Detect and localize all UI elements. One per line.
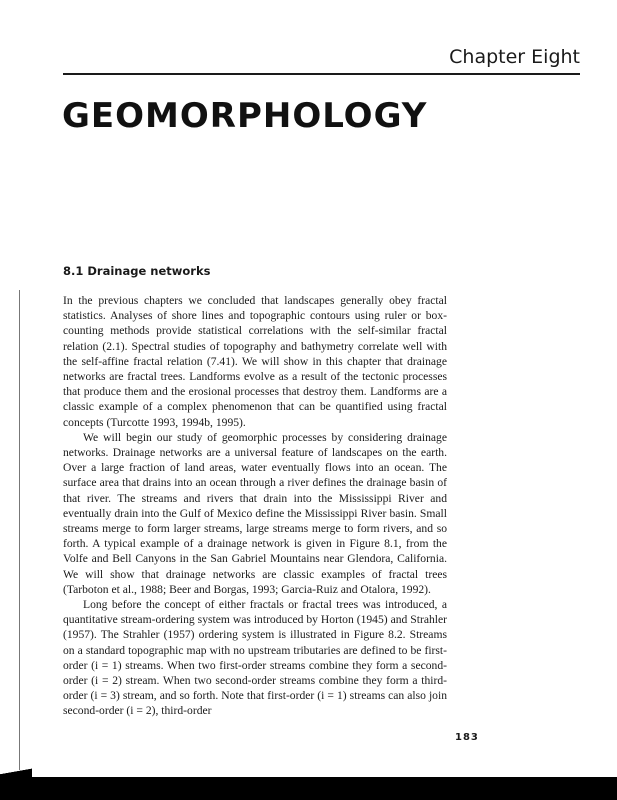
chapter-rule xyxy=(63,73,580,75)
paragraph: In the previous chapters we concluded that landscapes generally obey fractal statistics. Analyses of shore lines and topographic contours using ruler or box-counting methods provide statistical correlations with the self-similar fractal relation (2.1). Spectral studies of topography and bathymetry correlate well with the self-affine fractal relation (7.41). We will show in this chapter that drainage networks are fractal trees. Landforms evolve as a result of the tectonic processes that produce them and the erosional processes that destroy them. Landforms are a classic example of a complex phenomenon that can be quantified using fractal concepts (Turcotte 1993, 1994b, 1995). xyxy=(63,294,447,429)
paragraph: Long before the concept of either fractals or fractal trees was introduced, a quantitative stream-ordering system was introduced by Horton (1945) and Strahler (1957). The Strahler (1957) ordering system is illustrated in Figure 8.2. Streams on a standard topographic map with no upstream tributaries are defined to be first-order (i = 1) streams. When two first-order streams combine they form a second-order (i = 2) stream. When two second-order streams combine they form a third-order (i = 3) stream, and so forth. Note that first-order (i = 1) streams can also join second-order (i = 2), third-order xyxy=(63,598,447,718)
scan-edge-line xyxy=(19,290,20,770)
body-text xyxy=(63,293,447,719)
scan-bottom-border xyxy=(0,777,617,800)
section-heading: 8.1 Drainage networks xyxy=(63,264,211,278)
page-title: GEOMORPHOLOGY xyxy=(62,96,428,136)
page-number: 183 xyxy=(455,732,479,743)
paragraph: We will begin our study of geomorphic processes by considering drainage networks. Drainage networks are a universal feature of landscapes on the earth. Over a large fraction of land areas, water eventually flows into an ocean. The surface area that drains into an ocean through a river defines the drainage basin of that river. The streams and rivers that drain into the Mississippi River and eventually drain into the Gulf of Mexico define the Mississippi River basin. Small streams merge to form larger streams, large streams merge to form rivers, and so forth. A typical example of a drainage network is given in Figure 8.1, from the Volfe and Bell Canyons in the San Gabriel Mountains near Glendora, California. We will show that drainage networks are classic examples of fractal trees (Tarboton et al., 1988; Beer and Borgas, 1993; Garcia-Ruiz and Otalora, 1992). xyxy=(63,430,447,596)
chapter-label: Chapter Eight xyxy=(449,46,580,68)
